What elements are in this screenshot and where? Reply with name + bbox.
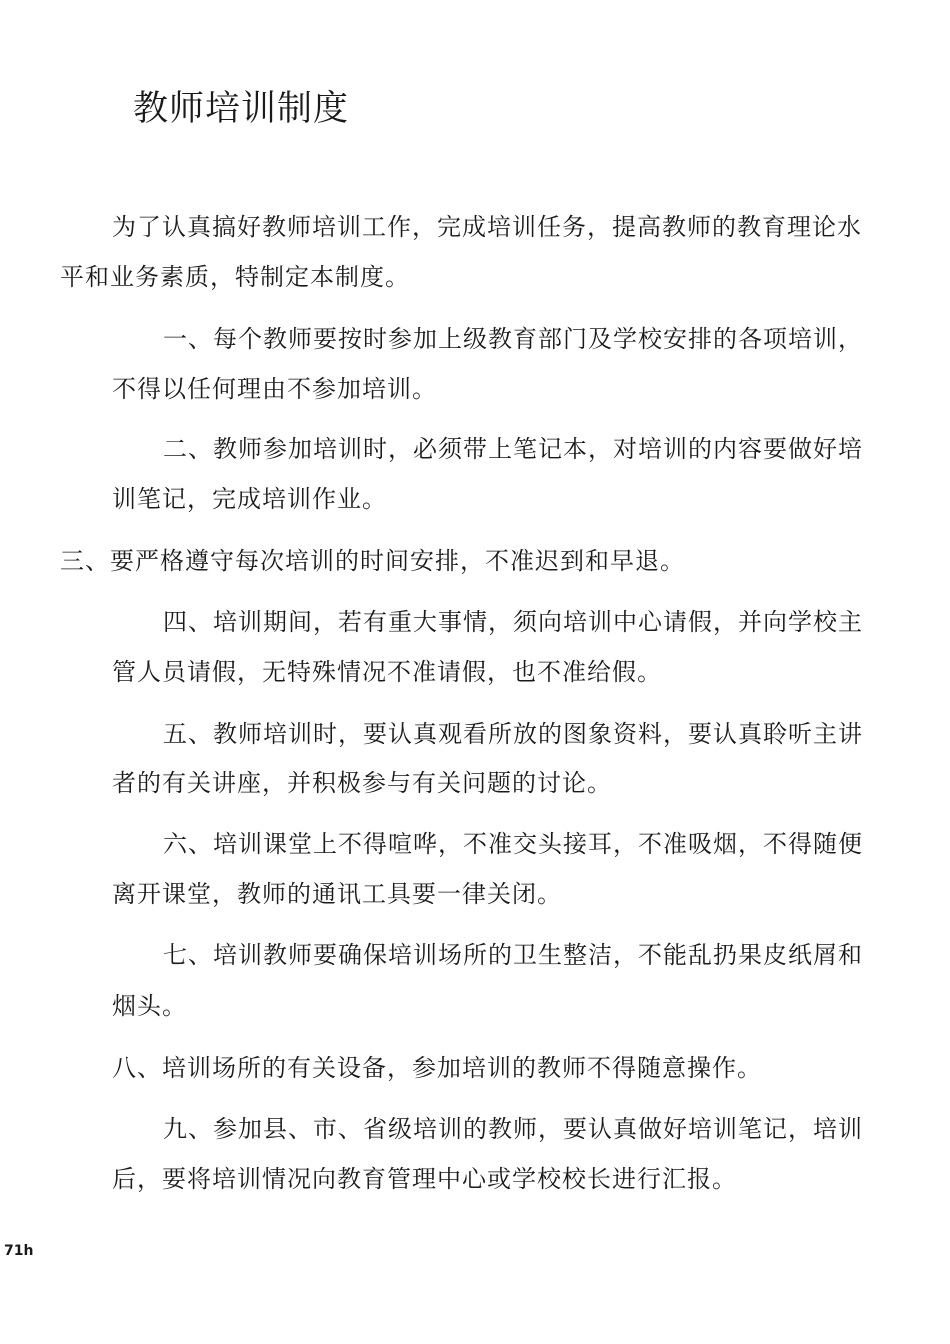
rule-3-line-1: 三、要严格遵守每次培训的时间安排，不准迟到和早退。: [60, 547, 685, 575]
rule-2-line-1: 二、教师参加培训时，必须带上笔记本，对培训的内容要做好培: [163, 435, 863, 463]
rule-1-line-1: 一、每个教师要按时参加上级教育部门及学校安排的各项培训，: [163, 325, 863, 353]
rule-5-line-2: 者的有关讲座，并积极参与有关问题的讨论。: [112, 769, 612, 797]
rule-6-line-2: 离开课堂，教师的通讯工具要一律关闭。: [112, 880, 562, 908]
document-title: 教师培训制度: [133, 89, 350, 129]
rule-2-line-2: 训笔记，完成培训作业。: [112, 485, 387, 513]
paragraph-intro-line-1: 为了认真搞好教师培训工作，完成培训任务，提高教师的教育理论水: [112, 213, 862, 241]
rule-7-line-2: 烟头。: [112, 992, 187, 1020]
page-number: 71h: [4, 1243, 34, 1259]
rule-9-line-2: 后，要将培训情况向教育管理中心或学校校长进行汇报。: [112, 1165, 737, 1193]
rule-4-line-1: 四、培训期间，若有重大事情，须向培训中心请假，并向学校主: [163, 608, 863, 636]
rule-9-line-1: 九、参加县、市、省级培训的教师，要认真做好培训笔记，培训: [163, 1115, 863, 1143]
rule-4-line-2: 管人员请假，无特殊情况不准请假，也不准给假。: [112, 658, 662, 686]
paragraph-intro-line-2: 平和业务素质，特制定本制度。: [60, 263, 410, 291]
rule-1-line-2: 不得以任何理由不参加培训。: [112, 375, 437, 403]
rule-6-line-1: 六、培训课堂上不得喧哗，不准交头接耳，不准吸烟，不得随便: [163, 830, 863, 858]
rule-8-line-1: 八、培训场所的有关设备，参加培训的教师不得随意操作。: [112, 1054, 762, 1082]
rule-7-line-1: 七、培训教师要确保培训场所的卫生整洁，不能乱扔果皮纸屑和: [163, 941, 863, 969]
rule-5-line-1: 五、教师培训时，要认真观看所放的图象资料，要认真聆听主讲: [163, 720, 863, 748]
